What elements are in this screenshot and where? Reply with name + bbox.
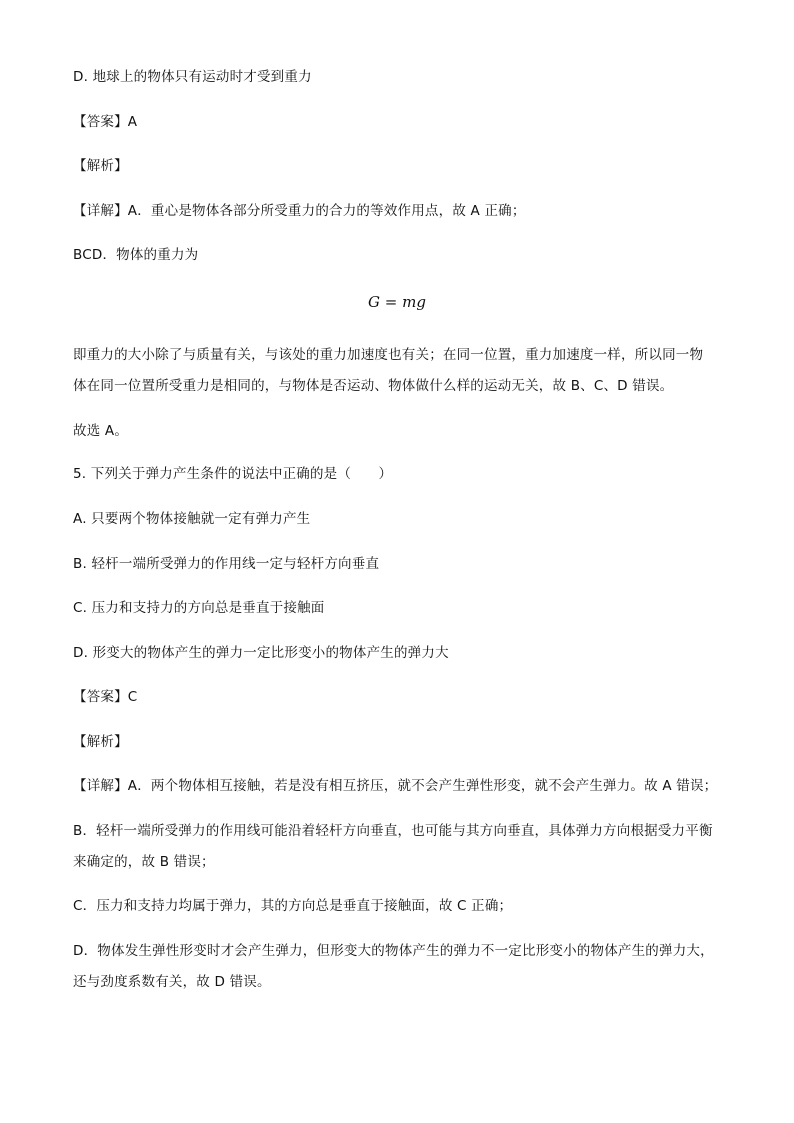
q4-detail-line-3: 即重力的大小除了与质量有关，与该处的重力加速度也有关；在同一位置，重力加速度一样，所以同一物: [73, 347, 704, 363]
q4-detail-line-1: 【详解】A．重心是物体各部分所受重力的合力的等效作用点，故 A 正确；: [73, 203, 526, 219]
gravity-formula: G = mg: [368, 293, 426, 311]
q5-option-a: A. 只要两个物体接触就一定有弹力产生: [73, 511, 311, 527]
q4-conclusion: 故选 A。: [73, 423, 129, 439]
q5-detail-b-line-2: 来确定的，故 B 错误；: [73, 854, 215, 870]
q5-option-c: C. 压力和支持力的方向总是垂直于接触面: [73, 600, 325, 616]
q4-detail-line-2: BCD．物体的重力为: [73, 247, 199, 263]
q5-option-b: B. 轻杆一端所受弹力的作用线一定与轻杆方向垂直: [73, 556, 380, 572]
q5-stem: 5. 下列关于弹力产生条件的说法中正确的是（ ）: [73, 466, 393, 482]
q5-detail-b-line-1: B．轻杆一端所受弹力的作用线可能沿着轻杆方向垂直，也可能与其方向垂直，具体弹力方向根据受力平衡: [73, 823, 713, 839]
q5-detail-a: 【详解】A．两个物体相互接触，若是没有相互挤压，就不会产生弹性形变，就不会产生弹力。故 A 错误；: [73, 778, 718, 794]
q4-answer: 【答案】A: [73, 114, 138, 130]
q5-detail-d-line-1: D．物体发生弹性形变时才会产生弹力，但形变大的物体产生的弹力不一定比形变小的物体产生的弹力大，: [73, 943, 714, 959]
q5-detail-d-line-2: 还与劲度系数有关，故 D 错误。: [73, 974, 271, 990]
q5-detail-c: C．压力和支持力均属于弹力，其的方向总是垂直于接触面，故 C 正确；: [73, 898, 513, 914]
q5-analysis-heading: 【解析】: [73, 734, 128, 750]
q5-option-d: D. 形变大的物体产生的弹力一定比形变小的物体产生的弹力大: [73, 645, 449, 661]
q5-answer: 【答案】C: [73, 689, 138, 705]
q4-detail-line-4: 体在同一位置所受重力是相同的，与物体是否运动、物体做什么样的运动无关，故 B、C、D 错误。: [73, 378, 674, 394]
q4-analysis-heading: 【解析】: [73, 158, 128, 174]
q4-option-d: D. 地球上的物体只有运动时才受到重力: [73, 69, 312, 85]
